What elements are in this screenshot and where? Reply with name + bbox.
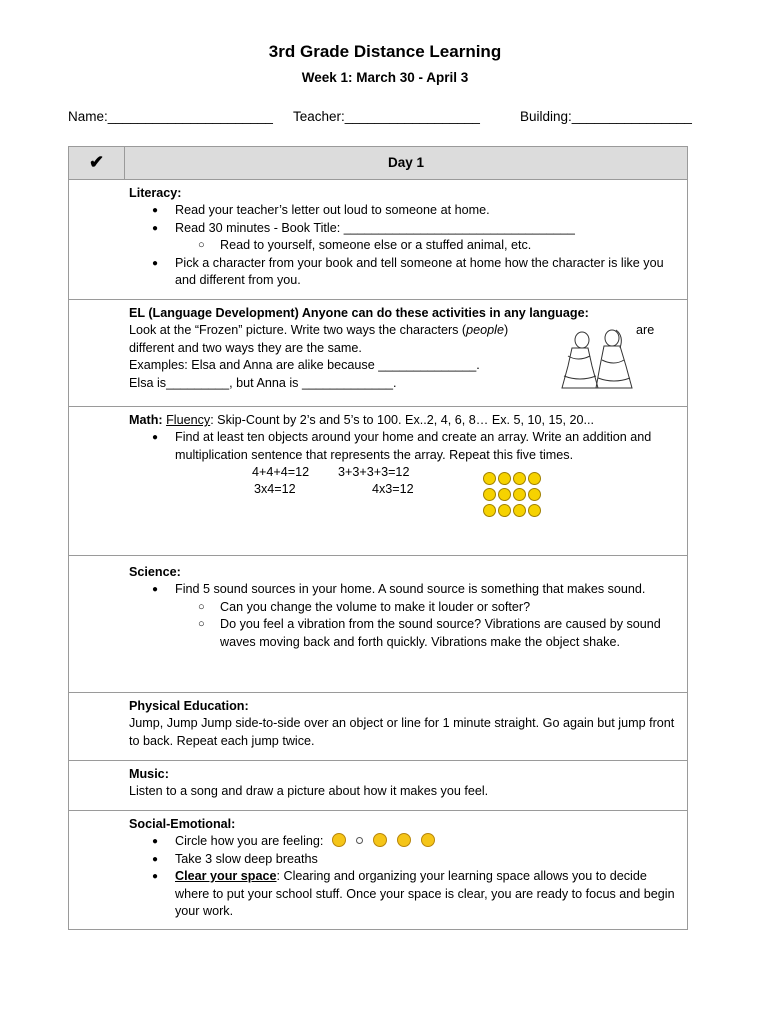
array-ball-icon xyxy=(483,504,496,517)
list-item: ○ Read to yourself, someone else or a stuffed animal, etc. xyxy=(129,237,677,254)
feeling-prompt: Circle how you are feeling: xyxy=(175,834,324,849)
math-examples xyxy=(129,464,677,500)
table-row xyxy=(69,761,688,811)
literacy-heading: Literacy: xyxy=(129,186,182,200)
happy-face-icon[interactable] xyxy=(332,833,346,847)
pe-heading: Physical Education: xyxy=(129,699,249,713)
music-cell xyxy=(69,761,688,811)
literacy-cell xyxy=(69,180,688,300)
list-item xyxy=(129,868,677,920)
sel-cell xyxy=(69,811,688,930)
math-heading: Math: xyxy=(129,413,163,427)
math-intro: : Skip-Count by 2’s and 5’s to 100. Ex..2, 4, 6, 8… Ex. 5, 10, 15, 20... xyxy=(210,413,595,427)
el-line1-end: ) xyxy=(503,323,509,338)
sel-heading: Social-Emotional: xyxy=(129,817,236,831)
frozen-picture xyxy=(558,326,636,392)
clear-space-label: Clear your space xyxy=(175,869,277,884)
array-ball-icon xyxy=(528,472,541,485)
science-heading: Science: xyxy=(129,565,181,579)
table-row xyxy=(69,556,688,693)
day-header: Day 1 xyxy=(125,147,688,180)
schedule-table xyxy=(68,146,688,930)
array-ball-icon xyxy=(498,472,511,485)
list-item: ○ Do you feel a vibration from the sound source? Vibrations are caused by sound waves moving back and forth quickly. Vibrations make the object shake. xyxy=(129,616,677,651)
math-intro-line xyxy=(129,412,677,429)
fluency-label: Fluency xyxy=(166,413,211,427)
el-line1-italic: people xyxy=(466,323,504,338)
building-field[interactable]: Building:________________ xyxy=(520,109,692,124)
array-ball-icon xyxy=(513,472,526,485)
array-ball-icon xyxy=(483,488,496,501)
list-item: ● Read your teacher’s letter out loud to someone at home. xyxy=(129,202,677,219)
array-ball-icon xyxy=(528,488,541,501)
table-row xyxy=(69,180,688,300)
list-item xyxy=(129,833,677,850)
music-heading: Music: xyxy=(129,767,169,781)
list-item: ● Find at least ten objects around your home and create an array. Write an addition and multiplication sentence that represents the array. Repeat this five times. xyxy=(129,429,677,464)
table-row xyxy=(69,811,688,930)
el-heading: EL (Language Development) Anyone can do these activities in any language: xyxy=(129,306,589,320)
science-cell xyxy=(69,556,688,693)
el-line4: Elsa is_________, but Anna is _____________. xyxy=(129,375,397,390)
el-cell xyxy=(69,300,688,407)
list-item: ○ Can you change the volume to make it louder or softer? xyxy=(129,599,677,616)
list-item: ● Read 30 minutes - Book Title: _________________________________ xyxy=(129,220,677,237)
array-ball-icon xyxy=(498,488,511,501)
list-item: ● Take 3 slow deep breaths xyxy=(129,851,677,868)
math-cell xyxy=(69,407,688,556)
array-ball-icon xyxy=(513,504,526,517)
el-line2: different and two ways they are the same. xyxy=(129,340,362,355)
array-ball-icon xyxy=(513,488,526,501)
page-title: 3rd Grade Distance Learning xyxy=(268,42,502,61)
el-line1-tail: are xyxy=(636,323,655,338)
el-line1-start: Look at the “Frozen” picture. Write two ways the characters ( xyxy=(129,323,467,338)
clear-space-text: : Clearing and organizing your learning space allows you to decide where to put your school stuff. Once your space is clear, you are ready to focus and begin your work. xyxy=(175,869,675,919)
table-row xyxy=(69,407,688,556)
unamused-face-icon[interactable] xyxy=(397,833,411,847)
array-ball-icon xyxy=(498,504,511,517)
laughing-face-icon[interactable] xyxy=(421,833,435,847)
page-subtitle: Week 1: March 30 - April 3 xyxy=(301,70,469,85)
check-header: ✔ xyxy=(69,147,125,180)
table-row xyxy=(69,300,688,407)
pe-text: Jump, Jump Jump side-to-side over an object or line for 1 minute straight. Go again but jump front to back. Repeat each jump twice. xyxy=(129,716,675,748)
table-row xyxy=(69,693,688,761)
neutral-face-icon[interactable] xyxy=(373,833,387,847)
music-text: Listen to a song and draw a picture about how it makes you feel. xyxy=(129,784,489,799)
table-header-row xyxy=(69,147,688,180)
teacher-field[interactable]: Teacher:__________________ xyxy=(293,109,480,124)
eq-add-1: 4+4+4=12 xyxy=(252,465,310,480)
list-item: ● Find 5 sound sources in your home. A sound source is something that makes sound. xyxy=(129,581,677,598)
small-face-icon[interactable] xyxy=(356,837,363,844)
array-ball-icon xyxy=(528,504,541,517)
name-field[interactable]: Name:______________________ xyxy=(68,109,273,124)
el-line3: Examples: Elsa and Anna are alike because ______________. xyxy=(129,358,480,373)
list-item: ● Pick a character from your book and tell someone at home how the character is like you and different from you. xyxy=(129,255,677,290)
eq-mult-2: 4x3=12 xyxy=(372,482,414,497)
eq-add-2: 3+3+3+3=12 xyxy=(338,465,410,480)
array-ball-icon xyxy=(483,472,496,485)
array-picture xyxy=(483,472,547,517)
eq-mult-1: 3x4=12 xyxy=(254,482,296,497)
pe-cell xyxy=(69,693,688,761)
